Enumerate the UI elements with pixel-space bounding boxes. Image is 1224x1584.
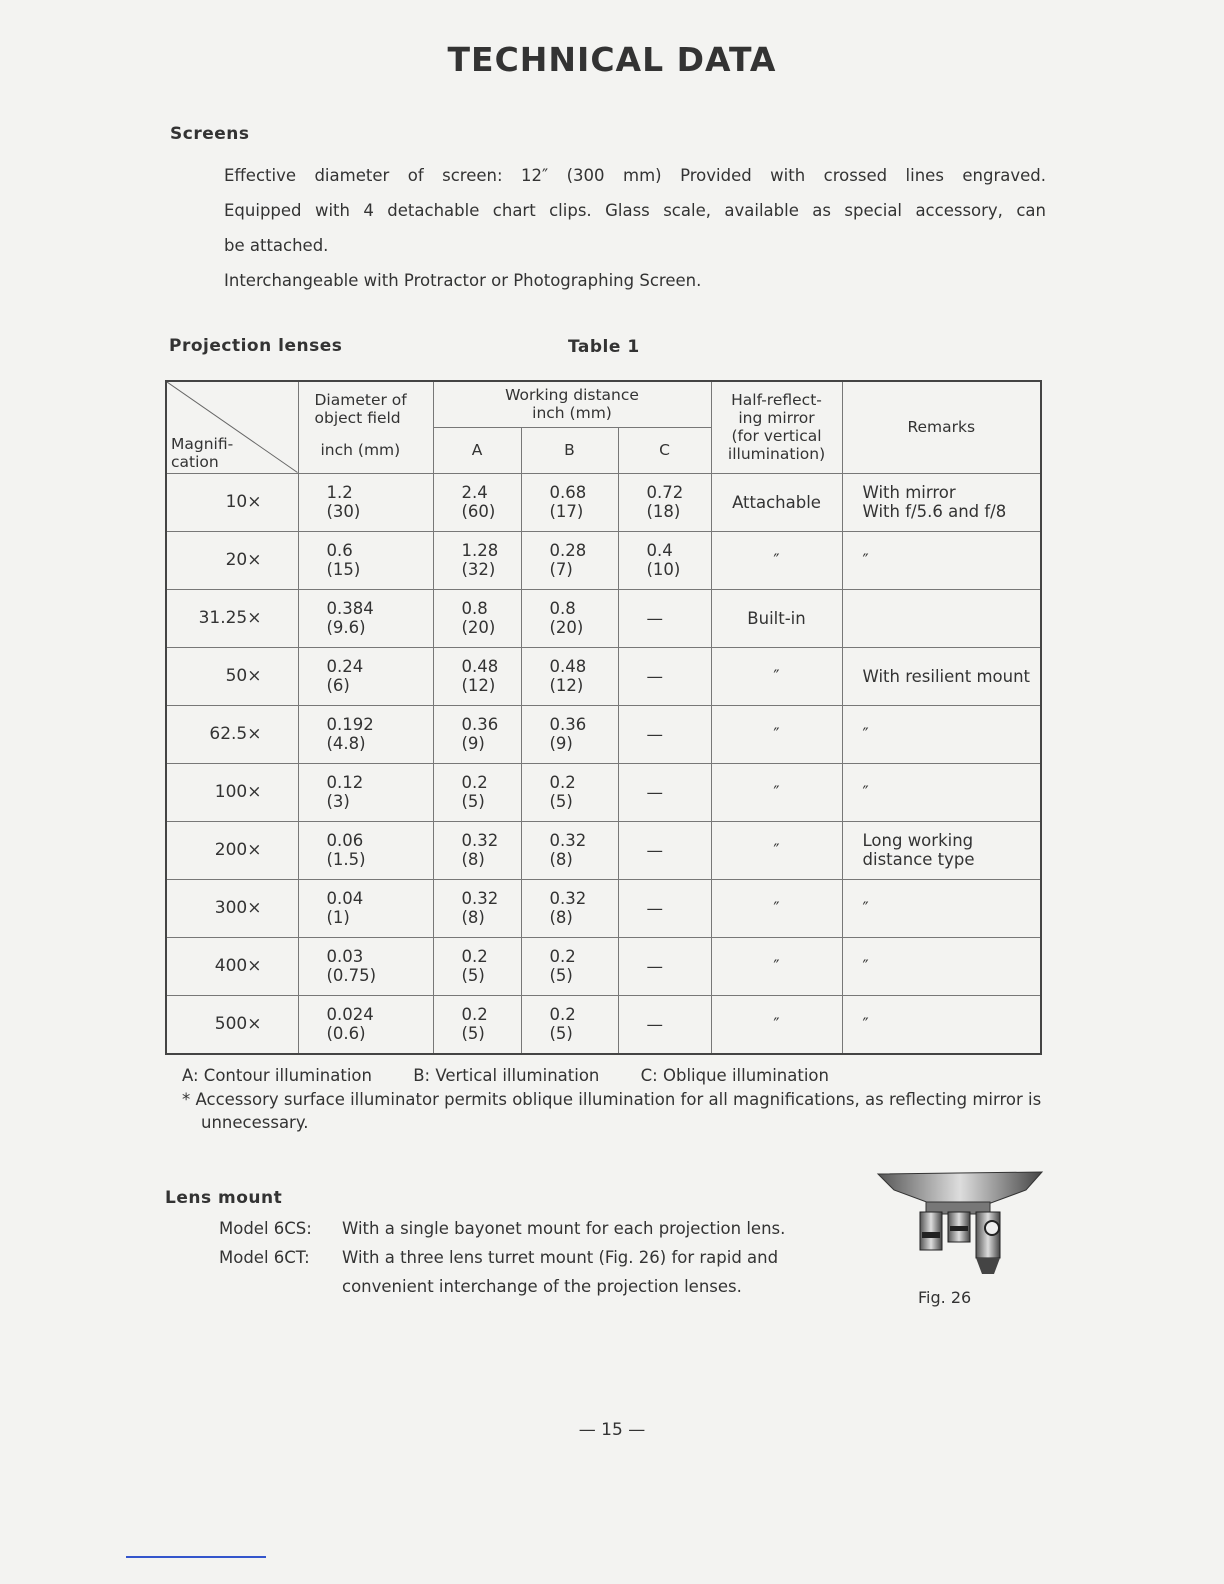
- screens-line: be attached.: [224, 236, 329, 255]
- diameter-cell: 0.6 (15): [298, 531, 433, 589]
- col-b-header: B: [521, 427, 618, 473]
- table-row: [166, 647, 1041, 705]
- remarks-cell: ″: [842, 705, 1041, 763]
- magnification-cell: 62.5×: [166, 705, 298, 763]
- distance-b-cell: 0.32 (8): [521, 879, 618, 937]
- diameter-header-line: Diameter of: [314, 391, 407, 409]
- remarks-cell: ″: [842, 937, 1041, 995]
- distance-b-cell: 0.28 (7): [521, 531, 618, 589]
- mirror-header-line: (for vertical: [731, 427, 822, 446]
- mirror-cell: ″: [711, 821, 842, 879]
- legend-a: A: Contour illumination: [182, 1066, 372, 1085]
- distance-b-cell: 0.2 (5): [521, 937, 618, 995]
- footnote: * Accessory surface illuminator permits oblique illumination for all magnifications, as reflecting mirror is unnecessary.: [182, 1090, 1042, 1132]
- mirror-cell: ″: [711, 531, 842, 589]
- model-6ct-text-cont: convenient interchange of the projection lenses.: [342, 1277, 742, 1296]
- remarks-cell: ″: [842, 879, 1041, 937]
- model-6cs-text: With a single bayonet mount for each projection lens.: [342, 1219, 786, 1238]
- remarks-cell: ″: [842, 531, 1041, 589]
- diameter-unit-header: inch (mm): [298, 427, 433, 473]
- remarks-cell: ″: [842, 763, 1041, 821]
- diameter-cell: 0.24 (6): [298, 647, 433, 705]
- table-row: [166, 531, 1041, 589]
- working-distance-header: [433, 381, 711, 427]
- mirror-header-line: illumination): [727, 445, 826, 464]
- distance-b-cell: 0.32 (8): [521, 821, 618, 879]
- mirror-header-line: Half-reflect-: [731, 391, 822, 410]
- distance-a-cell: 0.32 (8): [433, 821, 521, 879]
- remarks-cell: With mirror With f/5.6 and f/8: [842, 473, 1041, 531]
- diameter-header: [298, 381, 433, 427]
- distance-b-cell: 0.36 (9): [521, 705, 618, 763]
- diameter-cell: 0.384 (9.6): [298, 589, 433, 647]
- table-row: [166, 763, 1041, 821]
- table-row: [166, 705, 1041, 763]
- distance-a-cell: 0.8 (20): [433, 589, 521, 647]
- model-6cs-label: Model 6CS:: [219, 1219, 312, 1238]
- magnification-cell: 31.25×: [166, 589, 298, 647]
- col-a-header: A: [433, 427, 521, 473]
- diameter-cell: 0.192 (4.8): [298, 705, 433, 763]
- mirror-cell: ″: [711, 995, 842, 1054]
- legend-b: B: Vertical illumination: [413, 1066, 600, 1085]
- distance-c-cell: —: [618, 763, 711, 821]
- mirror-cell: Built-in: [711, 589, 842, 647]
- remarks-cell: ″: [842, 995, 1041, 1054]
- table-notes: [182, 1064, 1042, 1134]
- distance-a-cell: 0.2 (5): [433, 995, 521, 1054]
- distance-c-cell: —: [618, 589, 711, 647]
- screens-line: Effective diameter of screen: 12″ (300 mm) Provided with crossed lines engraved.: [224, 166, 1046, 185]
- distance-b-cell: 0.48 (12): [521, 647, 618, 705]
- magnification-cell: 200×: [166, 821, 298, 879]
- remarks-cell: Long working distance type: [842, 821, 1041, 879]
- page-title: TECHNICAL DATA: [447, 40, 777, 79]
- model-6ct-label: Model 6CT:: [219, 1248, 310, 1267]
- screens-line: Equipped with 4 detachable chart clips. Glass scale, available as special accessory, can: [224, 201, 1046, 220]
- table-row: [166, 821, 1041, 879]
- mirror-cell: ″: [711, 879, 842, 937]
- screens-line: Interchangeable with Protractor or Photographing Screen.: [224, 271, 702, 290]
- mirror-header-line: ing mirror: [738, 409, 815, 428]
- diameter-header-line: object field: [314, 409, 401, 427]
- distance-a-cell: 0.2 (5): [433, 763, 521, 821]
- remarks-cell: [842, 589, 1041, 647]
- model-6ct-text: With a three lens turret mount (Fig. 26) for rapid and: [342, 1248, 779, 1267]
- distance-a-cell: 2.4 (60): [433, 473, 521, 531]
- table-row: [166, 937, 1041, 995]
- distance-a-cell: 0.2 (5): [433, 937, 521, 995]
- diameter-cell: 0.03 (0.75): [298, 937, 433, 995]
- mirror-cell: ″: [711, 763, 842, 821]
- distance-c-cell: —: [618, 705, 711, 763]
- table-row: [166, 879, 1041, 937]
- magnification-cell: 300×: [166, 879, 298, 937]
- remarks-cell: With resilient mount: [842, 647, 1041, 705]
- magnification-header-line: Magnifi-: [171, 434, 234, 453]
- magnification-cell: 20×: [166, 531, 298, 589]
- distance-b-cell: 0.2 (5): [521, 995, 618, 1054]
- magnification-cell: 500×: [166, 995, 298, 1054]
- mirror-header: [711, 381, 842, 473]
- scan-link-underline: [126, 1556, 266, 1558]
- distance-a-cell: 0.48 (12): [433, 647, 521, 705]
- projection-lens-table: [165, 380, 1042, 1055]
- working-distance-line: inch (mm): [532, 404, 612, 423]
- remarks-header: Remarks: [842, 381, 1041, 473]
- page-number: — 15 —: [578, 1420, 646, 1440]
- magnification-cell: 400×: [166, 937, 298, 995]
- diameter-cell: 1.2 (30): [298, 473, 433, 531]
- table-row: [166, 589, 1041, 647]
- distance-c-cell: —: [618, 995, 711, 1054]
- magnification-cell: 100×: [166, 763, 298, 821]
- lens-turret-photo: [876, 1168, 1044, 1278]
- diameter-cell: 0.04 (1): [298, 879, 433, 937]
- diameter-cell: 0.024 (0.6): [298, 995, 433, 1054]
- working-distance-line: Working distance: [505, 386, 639, 405]
- magnification-cell: 10×: [166, 473, 298, 531]
- distance-a-cell: 1.28 (32): [433, 531, 521, 589]
- screens-heading: Screens: [170, 124, 250, 144]
- projection-heading: Projection lenses: [169, 336, 343, 356]
- mirror-cell: Attachable: [711, 473, 842, 531]
- distance-c-cell: —: [618, 879, 711, 937]
- mirror-cell: ″: [711, 647, 842, 705]
- distance-c-cell: 0.4 (10): [618, 531, 711, 589]
- figure-caption: Fig. 26: [918, 1288, 972, 1307]
- table-row: [166, 473, 1041, 531]
- magnification-header: [166, 381, 298, 473]
- table-row: [166, 995, 1041, 1054]
- distance-b-cell: 0.2 (5): [521, 763, 618, 821]
- diameter-cell: 0.06 (1.5): [298, 821, 433, 879]
- distance-c-cell: —: [618, 821, 711, 879]
- magnification-header-line: cation: [171, 452, 219, 471]
- mirror-cell: ″: [711, 937, 842, 995]
- distance-c-cell: —: [618, 647, 711, 705]
- distance-b-cell: 0.8 (20): [521, 589, 618, 647]
- distance-c-cell: 0.72 (18): [618, 473, 711, 531]
- distance-c-cell: —: [618, 937, 711, 995]
- legend-c: C: Oblique illumination: [640, 1066, 829, 1085]
- screens-paragraph: [224, 158, 1046, 298]
- distance-b-cell: 0.68 (17): [521, 473, 618, 531]
- lens-mount-heading: Lens mount: [165, 1188, 283, 1208]
- diameter-cell: 0.12 (3): [298, 763, 433, 821]
- distance-a-cell: 0.32 (8): [433, 879, 521, 937]
- magnification-cell: 50×: [166, 647, 298, 705]
- table-body: [166, 473, 1041, 1054]
- col-c-header: C: [618, 427, 711, 473]
- table-label: Table 1: [568, 337, 640, 357]
- mirror-cell: ″: [711, 705, 842, 763]
- distance-a-cell: 0.36 (9): [433, 705, 521, 763]
